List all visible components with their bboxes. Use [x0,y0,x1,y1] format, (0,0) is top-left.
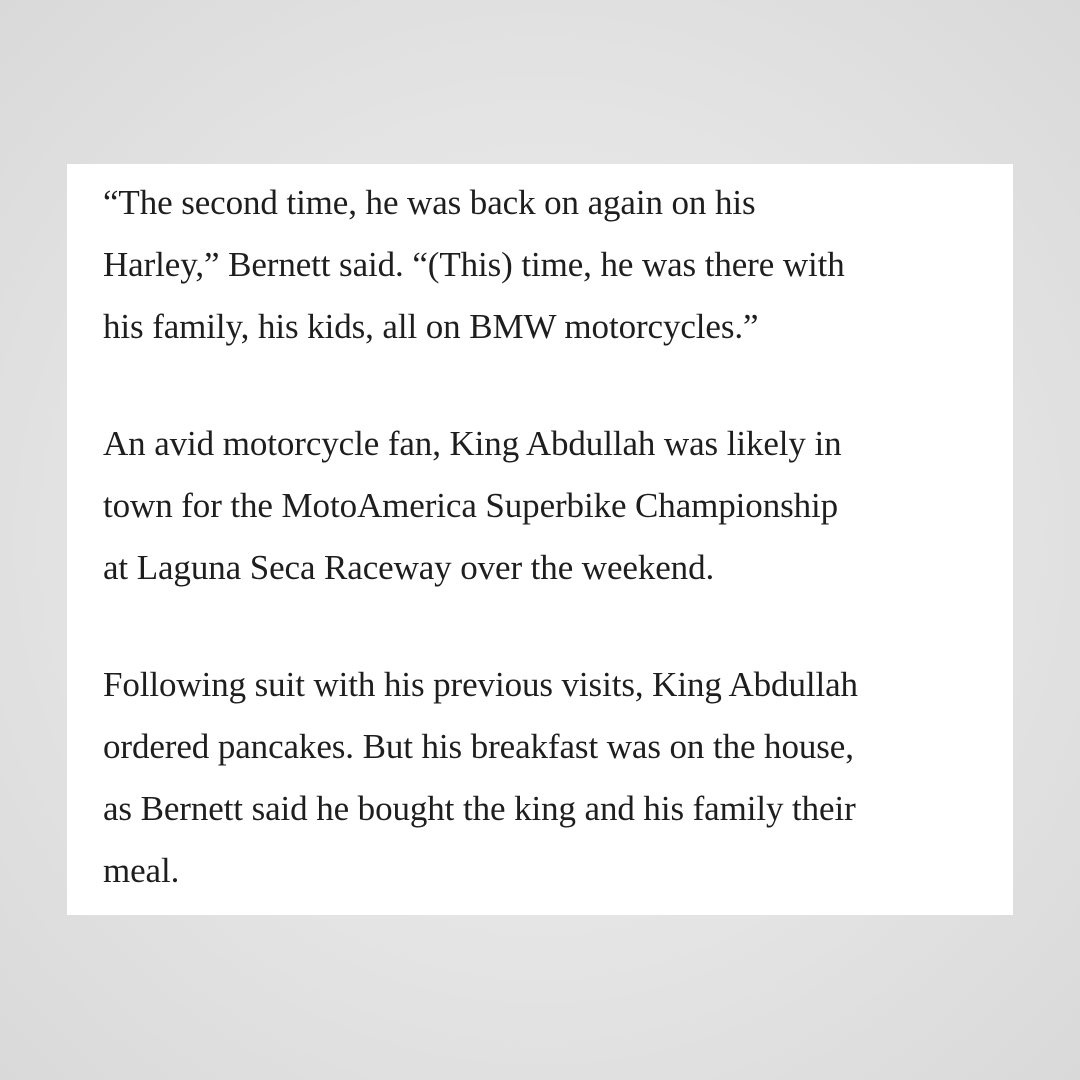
text-line: town for the MotoAmerica Superbike Championship [103,486,839,525]
paragraph-second-visit [103,172,993,358]
paragraph-pancakes [103,654,993,902]
paragraph-motorcycle-fan [103,413,993,599]
text-line: his family, his kids, all on BMW motorcycles.” [103,307,759,346]
article-excerpt-card [67,164,1013,915]
text-line: at Laguna Seca Raceway over the weekend. [103,548,715,587]
text-line: as Bernett said he bought the king and his family their [103,789,856,828]
text-line: meal. [103,851,180,890]
text-line: ordered pancakes. But his breakfast was on the house, [103,727,854,766]
text-line: Following suit with his previous visits, King Abdullah [103,665,858,704]
text-line: Harley,” Bernett said. “(This) time, he was there with [103,245,845,284]
text-line: “The second time, he was back on again on his [103,183,756,222]
text-line: An avid motorcycle fan, King Abdullah was likely in [103,424,842,463]
